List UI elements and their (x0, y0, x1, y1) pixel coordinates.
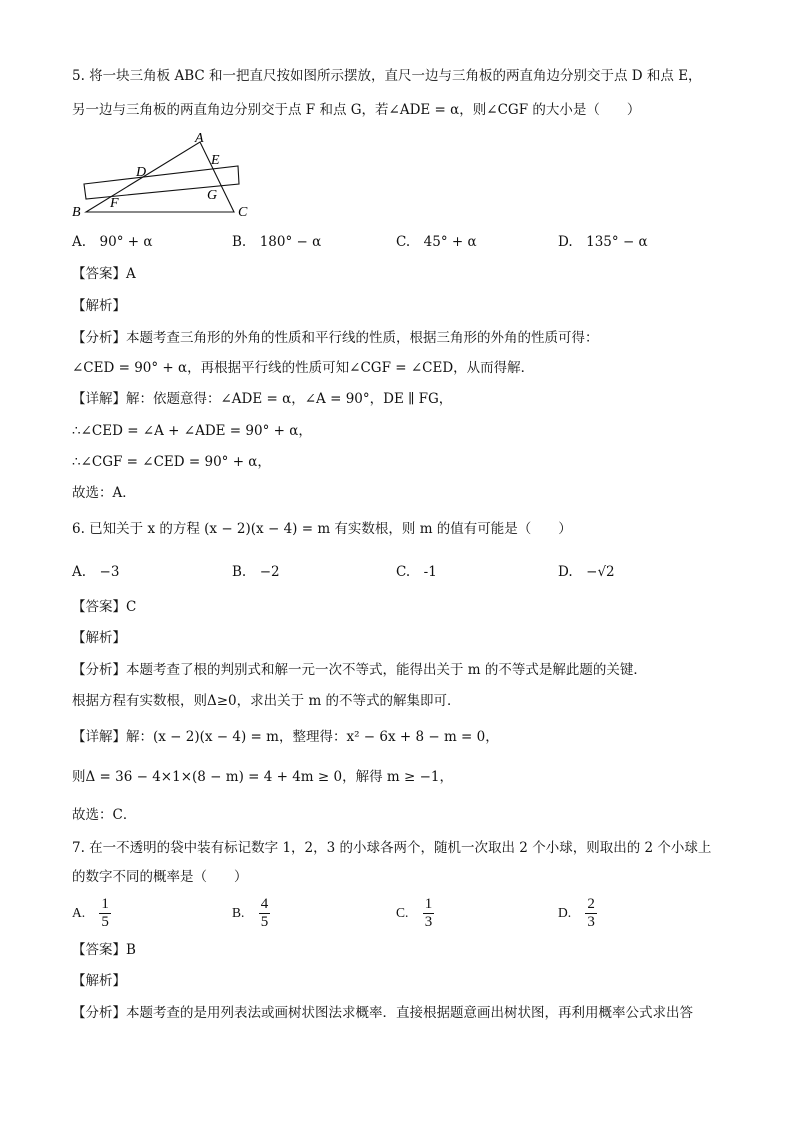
q7-option-d-fraction (585, 896, 597, 931)
q7-option-d-letter: D. (558, 905, 572, 920)
q7-option-a-den: 5 (101, 914, 109, 930)
q6-fenxi-line2: 根据方程有实数根，则Δ≥0，求出关于 m 的不等式的解集即可． (72, 693, 461, 709)
label-e: E (211, 153, 220, 168)
q6-choose: 故选：C． (72, 807, 137, 823)
q5-fenxi-line2: ∠CED = 90° + α，再根据平行线的性质可知∠CGF = ∠CED，从而得解． (72, 360, 535, 376)
label-f: F (110, 196, 119, 211)
q5-option-b[interactable]: B. 180° − α (232, 234, 322, 250)
q5-analysis-title: 【解析】 (72, 298, 126, 314)
label-a: A (195, 131, 204, 146)
q7-option-d-den: 3 (587, 914, 595, 930)
q6-option-d[interactable]: D. −√2 (558, 564, 615, 580)
q7-option-a-letter: A. (72, 905, 86, 920)
q7-option-b-den: 5 (260, 914, 269, 930)
q7-analysis-title: 【解析】 (72, 973, 126, 989)
q6-option-c[interactable]: C. -1 (396, 564, 437, 580)
q5-step2: ∴∠CGF = ∠CED = 90° + α， (72, 454, 271, 470)
q5-stem-line1: 5. 将一块三角板 ABC 和一把直尺按如图所示摆放，直尺一边与三角板的两直角边分别交于点 D 和点 E， (72, 68, 702, 84)
q7-stem-line2: 的数字不同的概率是（ ） (72, 869, 248, 885)
q7-option-d-num: 2 (587, 896, 595, 912)
q6-fenxi-line1: 【分析】本题考查了根的判别式和解一元一次不等式，能得出关于 m 的不等式是解此题的关键． (72, 662, 647, 678)
label-b: B (72, 205, 81, 220)
q5-option-c[interactable]: C. 45° + α (396, 234, 477, 250)
q6-xiangjie: 【详解】解：(x − 2)(x − 4) = m，整理得：x² − 6x + 8 − m = 0， (72, 729, 499, 745)
label-d: D (136, 165, 147, 180)
q7-option-c-num: 1 (424, 896, 433, 912)
q5-option-a[interactable]: A. 90° + α (72, 234, 153, 250)
q7-option-c[interactable] (396, 896, 434, 931)
q7-option-a-fraction (99, 896, 111, 931)
label-c: C (238, 205, 248, 220)
q5-fenxi-line1: 【分析】本题考查三角形的外角的性质和平行线的性质，根据三角形的外角的性质可得： (72, 330, 599, 346)
q7-fenxi-line1: 【分析】本题考查的是用列表法或画树状图法求概率．直接根据题意画出树状图，再利用概率公式求出答 (72, 1005, 693, 1021)
q7-option-a[interactable] (72, 896, 111, 931)
q6-option-b[interactable]: B. −2 (232, 564, 280, 580)
q7-option-d[interactable] (558, 896, 597, 931)
q7-option-c-fraction (423, 896, 435, 931)
q5-answer: 【答案】A (72, 266, 136, 282)
label-g: G (207, 188, 218, 203)
q7-answer: 【答案】B (72, 942, 136, 958)
q5-xiangjie: 【详解】解：依题意得：∠ADE = α，∠A = 90°，DE ∥ FG， (72, 391, 453, 407)
q7-option-c-den: 3 (424, 914, 433, 930)
q7-option-b-letter: B. (232, 905, 245, 920)
q5-figure (70, 128, 260, 223)
q7-option-b-fraction (259, 896, 271, 931)
q7-stem-line1: 7. 在一不透明的袋中装有标记数字 1，2，3 的小球各两个，随机一次取出 2 个小球，则取出的 2 个小球上 (72, 840, 712, 856)
q6-option-a[interactable]: A. −3 (72, 564, 120, 580)
q6-step1: 则Δ = 36 − 4×1×(8 − m) = 4 + 4m ≥ 0，解得 m ≥ −1， (72, 769, 453, 785)
q7-option-a-num: 1 (101, 896, 109, 912)
q5-stem-line2: 另一边与三角板的两直角边分别交于点 F 和点 G，若∠ADE = α，则∠CGF 的大小是（ ） (72, 102, 641, 118)
q7-option-b[interactable] (232, 896, 270, 931)
q6-answer: 【答案】C (72, 599, 137, 615)
q7-option-c-letter: C. (396, 905, 409, 920)
q5-option-d[interactable]: D. 135° − α (558, 234, 648, 250)
q5-step1: ∴∠CED = ∠A + ∠ADE = 90° + α， (72, 423, 312, 439)
q5-choose: 故选：A． (72, 485, 136, 501)
q7-option-b-num: 4 (260, 896, 269, 912)
q6-stem: 6. 已知关于 x 的方程 (x − 2)(x − 4) = m 有实数根，则 m 的值有可能是（ ） (72, 521, 572, 537)
q6-analysis-title: 【解析】 (72, 630, 126, 646)
